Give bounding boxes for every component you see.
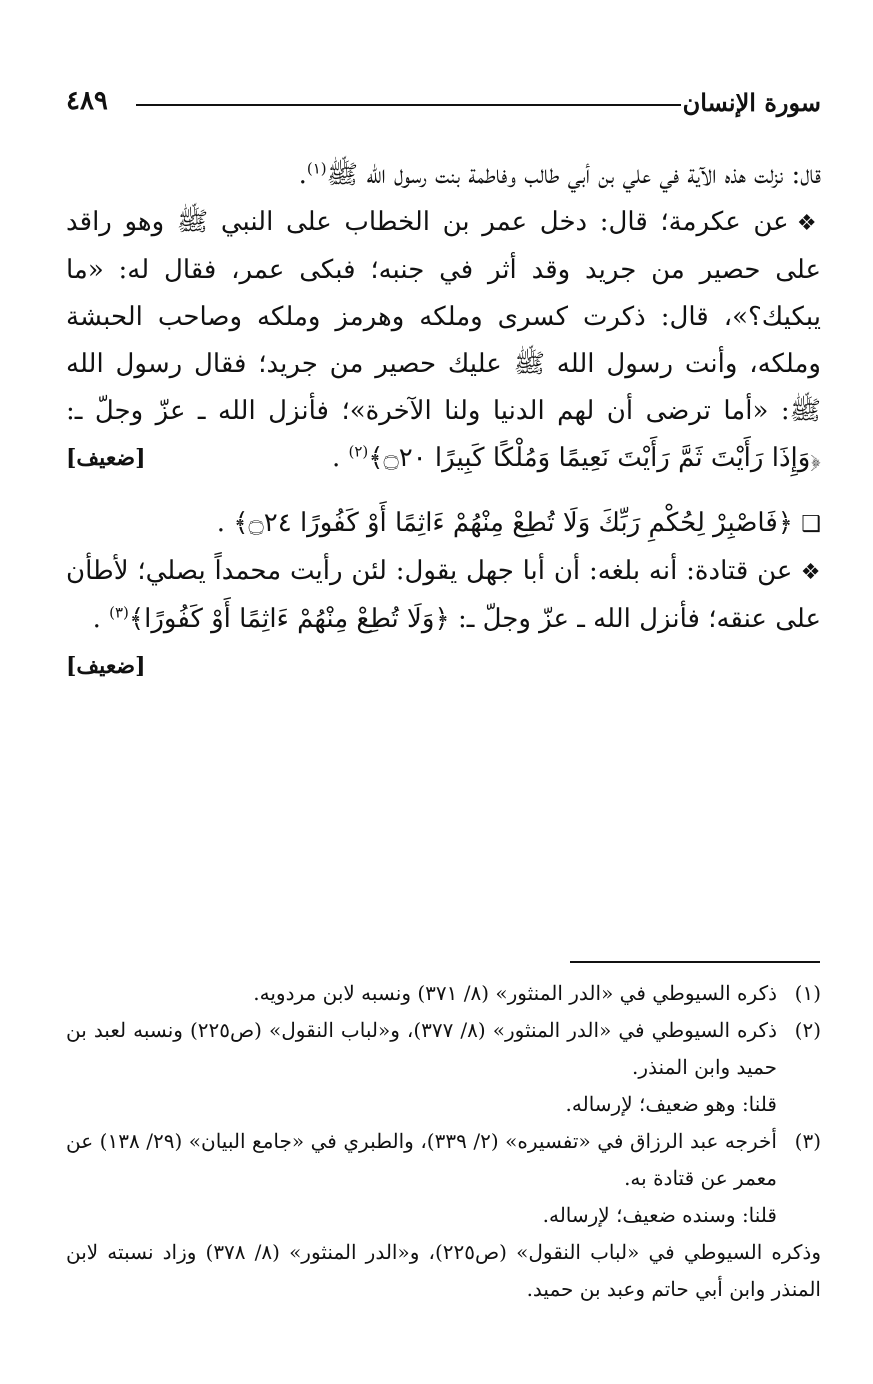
bullet-icon: ❖	[800, 560, 821, 585]
paragraph-3-end: .	[216, 508, 234, 538]
footnote-text: ذكره السيوطي في «الدر المنثور» (٨/ ٣٧٧)، و«لباب النقول» (ص٢٢٥) ونسبه لعبد بن حميد وابن المنذر.	[66, 1018, 777, 1079]
quran-verse-20: ﴿وَإِذَا رَأَيْتَ ثَمَّ رَأَيْتَ نَعِيمًا وَمُلْكًا كَبِيرًا ۝٢٠﴾	[368, 443, 821, 473]
footnotes	[66, 975, 821, 1308]
footnote-2	[66, 1012, 821, 1123]
footnote-text: وذكره السيوطي في «لباب النقول» (ص٢٢٥)، و«الدر المنثور» (٨/ ٣٧٨) وزاد نسبته لابن المنذر وابن أبي حاتم وعبد بن حميد.	[66, 1240, 821, 1301]
footnote-number: (١)	[794, 981, 821, 1005]
paragraph-1-text: قال: نزلت هذه الآية في علي بن أبي طالب وفاطمة بنت رسول الله ﷺ	[326, 160, 821, 190]
header-rule	[136, 104, 681, 106]
quran-verse-quote: ﴿وَلَا تُطِعْ مِنْهُمْ ءَاثِمًا أَوْ كَفُورًا﴾	[128, 604, 450, 634]
paragraph-3	[66, 500, 821, 548]
grade-badge-weak: [ضعيف]	[66, 445, 146, 471]
bullet-icon: ❖	[796, 211, 821, 236]
footnote-divider	[570, 961, 820, 963]
paragraph-1-end: .	[298, 160, 307, 190]
page-number: ٤٨٩	[66, 86, 108, 116]
paragraph-1	[66, 152, 821, 199]
footnote-number: (٣)	[794, 1129, 821, 1153]
quran-verse-24: ﴿فَاصْبِرْ لِحُكْمِ رَبِّكَ وَلَا تُطِعْ مِنْهُمْ ءَاثِمًا أَوْ كَفُورًا ۝٢٤﴾	[233, 508, 793, 538]
paragraph-4-end: .	[92, 604, 110, 634]
footnote-text: قلنا: وهو ضعيف؛ لإرساله.	[565, 1092, 777, 1116]
footnote-text: قلنا: وسنده ضعيف؛ لإرساله.	[542, 1203, 777, 1227]
footnote-3	[66, 1123, 821, 1234]
paragraph-2	[66, 199, 821, 482]
paragraph-4-text: عن قتادة: أنه بلغه: أن أبا جهل يقول: لئن رأيت محمداً يصلي؛ لأطأن على عنقه؛ فأنزل الله ـ عزّ وجلّ ـ:	[66, 556, 821, 634]
footnote-1	[66, 975, 821, 1012]
footnote-ref-1: (١)	[306, 159, 327, 178]
footnote-ref-3: (٣)	[109, 603, 129, 622]
footnote-text: أخرجه عبد الرزاق في «تفسيره» (٢/ ٣٣٩)، والطبري في «جامع البيان» (٢٩/ ١٣٨) عن معمر عن قتادة به.	[66, 1129, 777, 1190]
surah-title: سورة الإنسان	[682, 88, 821, 117]
footnote-ref-2: (٢)	[348, 442, 369, 461]
paragraph-2-text: عن عكرمة؛ قال: دخل عمر بن الخطاب على النبي ﷺ وهو راقد على حصير من جريد وقد أثر في جنبه؛ فبكى عمر، فقال له: «ما يبكيك؟»، قال: ذكرت كسرى وملكه وهرمز وملكه وصاحب الحبشة وملكه، وأنت رسول الله ﷺ عليك حصير من جريد؛ فقال رسول الله ﷺ: «أما ترضى أن لهم الدنيا ولنا الآخرة»؛ فأنزل الله ـ عزّ وجلّ ـ:	[66, 207, 821, 426]
paragraph-4	[66, 548, 821, 679]
square-marker-icon: ❑	[801, 512, 821, 537]
page-header	[66, 82, 821, 122]
footnote-text: ذكره السيوطي في «الدر المنثور» (٨/ ٣٧١) ونسبه لابن مردويه.	[253, 981, 777, 1005]
grade-badge-weak: [ضعيف]	[66, 653, 146, 679]
footnote-number: (٢)	[794, 1018, 821, 1042]
main-text	[66, 152, 821, 690]
footnote-3-continued	[66, 1234, 821, 1308]
paragraph-2-end: .	[331, 443, 349, 473]
